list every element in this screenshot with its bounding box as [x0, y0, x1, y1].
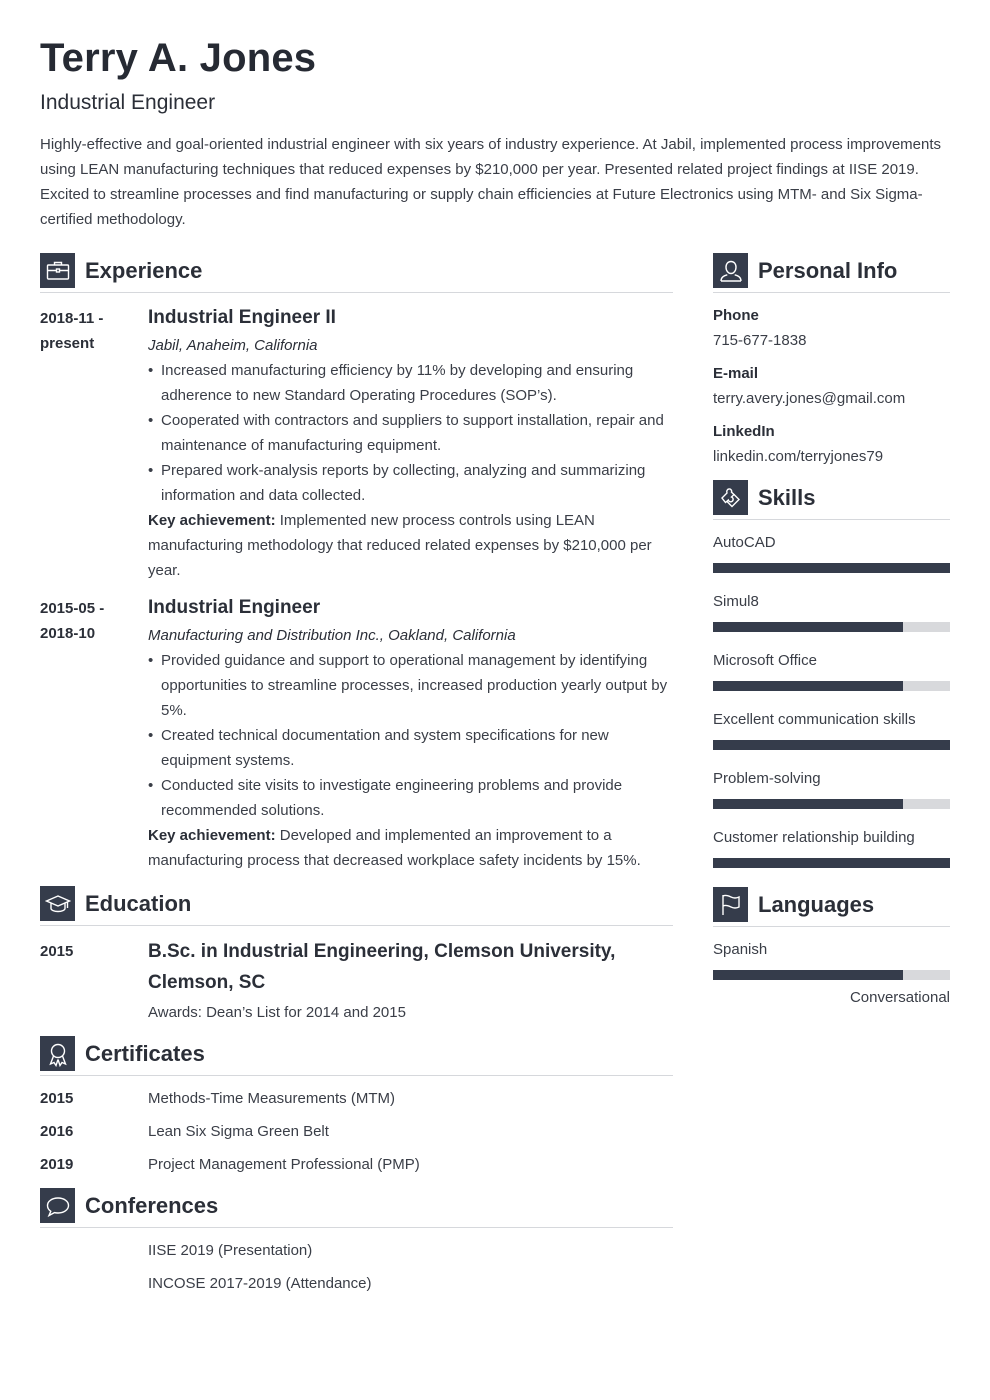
email-label: E-mail: [713, 365, 759, 382]
certificate-name: Lean Six Sigma Green Belt: [148, 1123, 329, 1140]
key-achievement-label: Key achievement:: [148, 512, 276, 529]
language-bar-fill: [713, 970, 903, 980]
resume-job-title: Industrial Engineer: [40, 91, 216, 114]
job-date-start: 2015-05 -: [40, 600, 105, 617]
education-year: 2015: [40, 943, 74, 960]
person-icon: [713, 253, 748, 288]
skill-name: Customer relationship building: [713, 829, 915, 846]
key-achievement-label: Key achievement:: [148, 827, 276, 844]
certificates-section-header: [40, 1036, 673, 1076]
skill-name: Simul8: [713, 593, 759, 610]
education-entry: [148, 936, 673, 1025]
job-date-end: 2018-10: [40, 625, 96, 642]
education-section-header: [40, 886, 673, 926]
phone-value: 715-677-1838: [713, 332, 807, 349]
skill-bar-fill: [713, 740, 950, 750]
key-achievement: [148, 508, 673, 583]
skill-name: Microsoft Office: [713, 652, 817, 669]
experience-section-header: [40, 253, 673, 293]
job-date: [40, 596, 140, 646]
phone-label: Phone: [713, 307, 759, 324]
job-entry: [148, 595, 673, 873]
certificates-title: Certificates: [85, 1041, 205, 1066]
skill-bar: [713, 681, 950, 691]
skill-bar-fill: [713, 858, 950, 868]
skill-bar-fill: [713, 681, 903, 691]
skills-title: Skills: [758, 485, 816, 510]
skill-bar-fill: [713, 622, 903, 632]
job-bullet: • Created technical documentation and system specifications for new equipment systems.: [148, 723, 673, 773]
experience-title: Experience: [85, 258, 203, 283]
job-date-start: 2018-11 -: [40, 310, 104, 327]
puzzle-icon: [713, 480, 748, 515]
job-bullet: • Prepared work-analysis reports by collecting, analyzing and summarizing information and data collected.: [148, 458, 673, 508]
job-date: [40, 306, 140, 356]
job-date-end: present: [40, 335, 95, 352]
linkedin-label: LinkedIn: [713, 423, 775, 440]
job-company: Jabil, Anaheim, California: [148, 337, 318, 354]
resume-name: Terry A. Jones: [40, 36, 317, 80]
certificate-year: 2016: [40, 1123, 74, 1140]
briefcase-icon: [40, 253, 75, 288]
language-level: Conversational: [849, 989, 950, 1006]
conferences-title: Conferences: [85, 1193, 219, 1218]
skills-section-header: [713, 480, 950, 520]
key-achievement-text: Developed and implemented an improvement to a manufacturing process that decreased workplace safety incidents by 15%.: [148, 827, 641, 869]
certificate-year: 2019: [40, 1156, 74, 1173]
conferences-section-header: [40, 1188, 673, 1228]
skill-bar: [713, 858, 950, 868]
flag-icon: [713, 887, 748, 922]
skill-name: Excellent communication skills: [713, 711, 916, 728]
personal-info-section-header: [713, 253, 950, 293]
job-bullet: • Cooperated with contractors and suppliers to support installation, repair and maintenance of manufacturing equipment.: [148, 408, 673, 458]
language-bar: [713, 970, 950, 980]
skill-name: Problem-solving: [713, 770, 821, 787]
skill-bar: [713, 622, 950, 632]
education-degree: B.Sc. in Industrial Engineering, Clemson University, Clemson, SC: [148, 941, 616, 993]
speech-bubble-icon: [40, 1188, 75, 1223]
job-bullet: • Provided guidance and support to operational management by identifying opportunities to streamline processes, increased production yearly output by 5%.: [148, 648, 673, 723]
certificate-year: 2015: [40, 1090, 74, 1107]
job-entry: [148, 305, 673, 583]
job-bullet: • Conducted site visits to investigate engineering problems and provide recommended solutions.: [148, 773, 673, 823]
job-role: Industrial Engineer II: [148, 307, 336, 328]
skill-bar-fill: [713, 563, 950, 573]
job-bullet: • Increased manufacturing efficiency by 11% by developing and ensuring adherence to new Standard Operating Procedures (SOP’s).: [148, 358, 673, 408]
skill-name: AutoCAD: [713, 534, 776, 551]
job-company: Manufacturing and Distribution Inc., Oakland, California: [148, 627, 516, 644]
summary-paragraph: Highly-effective and goal-oriented industrial engineer with six years of industry experience. At Jabil, implemented process improvements using LEAN manufacturing techniques that reduced expenses by $210,000 per year. Presented related project findings at IISE 2019. Excited to streamline processes and find manufacturing or supply chain efficiencies at Future Electronics using MTM- and Six Sigma-certified methodology.: [40, 136, 942, 228]
job-bullets: [148, 358, 673, 508]
graduation-cap-icon: [40, 886, 75, 921]
key-achievement-text: Implemented new process controls using LEAN manufacturing methodology that reduced related expenses by $210,000 per year.: [148, 512, 652, 579]
certificate-name: Project Management Professional (PMP): [148, 1156, 420, 1173]
personal-info-title: Personal Info: [758, 258, 898, 283]
language-name: Spanish: [713, 941, 768, 958]
languages-section-header: [713, 887, 950, 927]
skill-bar-fill: [713, 799, 903, 809]
skill-bar: [713, 563, 950, 573]
linkedin-value: linkedin.com/terryjones79: [713, 448, 884, 465]
certificate-name: Methods-Time Measurements (MTM): [148, 1090, 395, 1107]
conference-item: INCOSE 2017-2019 (Attendance): [148, 1275, 372, 1292]
languages-title: Languages: [758, 892, 875, 917]
job-bullets: [148, 648, 673, 823]
education-title: Education: [85, 891, 192, 916]
skill-bar: [713, 740, 950, 750]
education-awards: Awards: Dean’s List for 2014 and 2015: [148, 1004, 406, 1021]
email-value: terry.avery.jones@gmail.com: [713, 390, 906, 407]
skill-bar: [713, 799, 950, 809]
job-role: Industrial Engineer: [148, 597, 321, 618]
award-ribbon-icon: [40, 1036, 75, 1071]
key-achievement: [148, 823, 673, 873]
conference-item: IISE 2019 (Presentation): [148, 1242, 313, 1259]
